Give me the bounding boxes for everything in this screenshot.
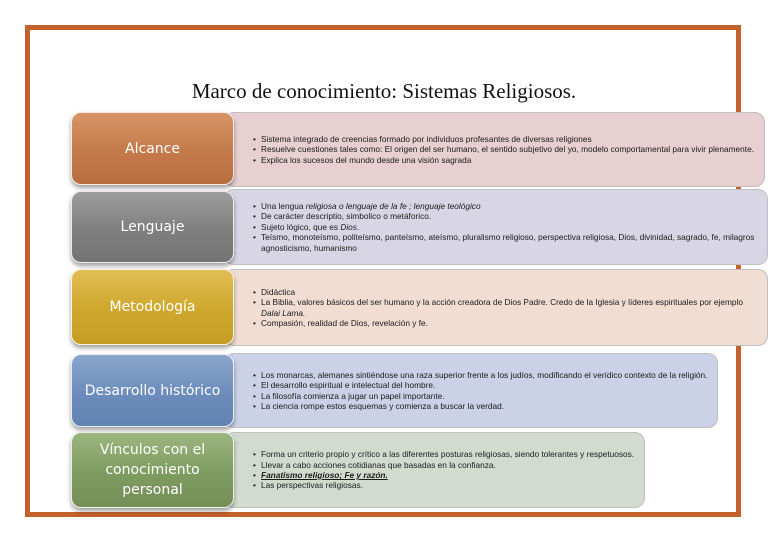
alcance-bullet-3: • Explica los sucesos del mundo desde una visión sagrada <box>253 155 754 165</box>
metodologia-bullet-3: • Compasión, realidad de Dios, revelación y fe. <box>253 318 757 328</box>
vinculos-description <box>224 432 645 508</box>
desarrollo-bullet-1: • Los monarcas, alemanes sintiéndose una raza superior frente a los judíos, modificando el verídico contexto de la religión. <box>253 370 707 380</box>
alcance-description <box>224 112 765 187</box>
metodologia-bullet-1: • Didáctica <box>253 287 757 297</box>
vinculos-bullet-1: • Forma un criterio propio y crítico a las diferentes posturas religiosas, siendo tolerantes y respetuosos. <box>253 449 634 459</box>
desarrollo-bullet-3: • La filosofía comienza a jugar un papel importante. <box>253 391 707 401</box>
vinculos-bullet-2: • Llevar a cabo acciones cotidianas que basadas en la confianza. <box>253 460 634 470</box>
lenguaje-bullet-2: • De carácter descriptio, simbolico o metáforico. <box>253 211 757 221</box>
desarrollo-bullet-2: • El desarrollo espiritual e intelectual del hombre. <box>253 380 707 390</box>
metodologia-bullet-2: • La Biblia, valores básicos del ser humano y la acción creadora de Dios Padre. Credo de la Iglesia y líderes espirituales por ejemplo Dalai Lama. <box>253 297 757 318</box>
page-title: Marco de conocimiento: Sistemas Religiosos. <box>191 79 577 103</box>
metodologia-description <box>224 269 768 346</box>
vinculos-label-box <box>71 432 234 508</box>
alcance-label: Alcance <box>125 140 180 157</box>
lenguaje-description <box>224 189 768 265</box>
alcance-bullet-1: • Sistema integrado de creencias formado por individuos profesantes de diversas religiones <box>253 134 754 144</box>
lenguaje-bullet-1: • Una lengua religiosa o lenguaje de la fe ; lenguaje teológico <box>253 201 757 211</box>
desarrollo-description <box>224 353 718 428</box>
desarrollo-label-box <box>71 354 234 427</box>
desarrollo-bullet-4: • La ciencia rompe estos esquemas y comienza a buscar la verdad. <box>253 401 707 411</box>
desarrollo-label: Desarrollo histórico <box>84 382 221 399</box>
lenguaje-label: Lenguaje <box>120 219 185 235</box>
alcance-label-box <box>71 112 234 185</box>
vinculos-bullet-3: • Fanatismo religioso; Fe y razón. <box>253 470 634 480</box>
alcance-bullet-2: • Resuelve cuestiones tales como: El origen del ser humano, el sentido subjetivo del yo, modelo comportamental para vivir plenamente. <box>253 144 754 154</box>
vinculos-bullet-4: • Las perspectivas religiosas. <box>253 480 634 490</box>
vinculos-label: Vínculos con el conocimiento personal <box>99 442 206 498</box>
lenguaje-bullet-3: • Sujeto lógico, que es Dios. <box>253 222 757 232</box>
metodologia-label: Metodología <box>109 299 196 315</box>
metodologia-label-box <box>71 269 234 345</box>
lenguaje-bullet-4: • Teísmo, monoteísmo, politeísmo, panteísmo, ateísmo, pluralismo religioso, perspectiva religiosa, Dios, divinidad, sagrado, fe, milagros agnosticismo, humanismo <box>253 232 757 253</box>
lenguaje-label-box <box>71 191 234 263</box>
